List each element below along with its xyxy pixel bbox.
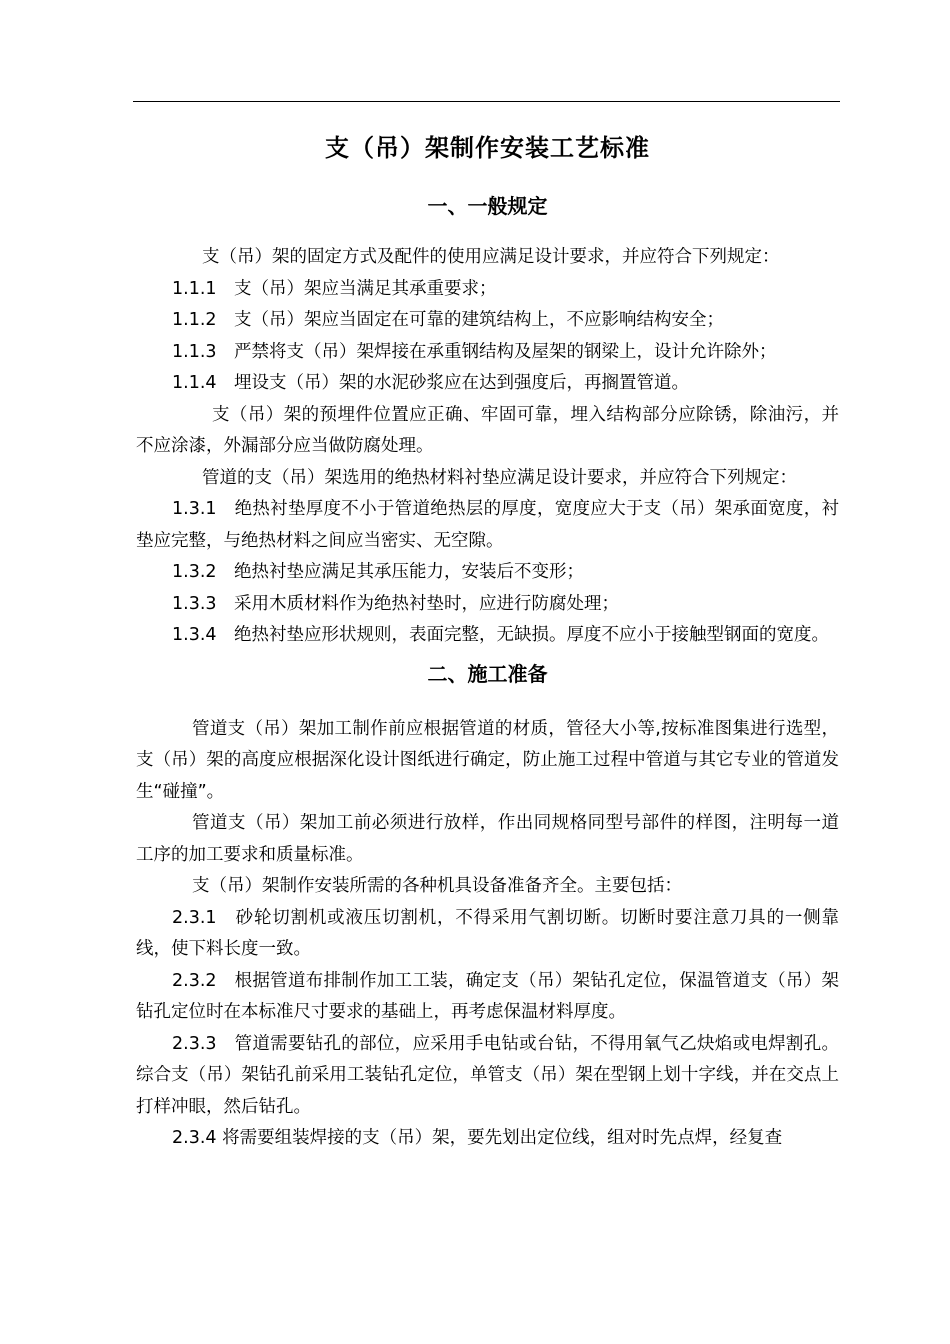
clause-item: 1.1.1 支（吊）架应当满足其承重要求； [172,278,497,299]
clause-item: 1.1.4 埋设支（吊）架的水泥砂浆应在达到强度后，再搁置管道。 [172,373,690,393]
paragraph: 管道支（吊）架加工制作前应根据管道的材质，管径大小等,按标准图集进行选型，支（吊）架的高度应根据深化设计图纸进行确定，防止施工过程中管道与其它专业的管道发生“碰撞”。 [136,718,839,802]
paragraph: 管道的支（吊）架选用的绝热材料衬垫应满足设计要求，并应符合下列规定： [202,467,797,488]
clause-item: 2.3.1 砂轮切割机或液压切割机，不得采用气割切断。切断时要注意刀具的一侧靠线，使下料长度一致。 [136,907,839,959]
clause-item: 1.1.3 严禁将支（吊）架焊接在承重钢结构及屋架的钢梁上，设计允许除外； [172,341,777,362]
document-page [136,126,839,1155]
clause-item: 1.3.4 绝热衬垫应形状规则，表面完整，无缺损。厚度不应小于接触型钢面的宽度。 [172,625,830,645]
clause-item: 2.3.3 管道需要钻孔的部位，应采用手电钻或台钻，不得用氧气乙炔焰或电焊割孔。综合支（吊）架钻孔前采用工装钻孔定位，单管支（吊）架在型钢上划十字线，并在交点上打样冲眼，然后钻孔。 [136,1033,839,1117]
clause-item: 2.3.2 根据管道布排制作加工工装，确定支（吊）架钻孔定位，保温管道支（吊）架钻孔定位时在本标准尺寸要求的基础上，再考虑保温材料厚度。 [136,970,839,1022]
paragraph: 支（吊）架制作安装所需的各种机具设备准备齐全。主要包括： [192,876,682,896]
document-title: 支（吊）架制作安装工艺标准 [325,133,650,162]
paragraph: 管道支（吊）架加工前必须进行放样，作出同规格同型号部件的样图，注明每一道工序的加工要求和质量标准。 [136,813,839,865]
section-heading-preparation: 二、施工准备 [427,661,548,686]
clause-item: 1.3.1 绝热衬垫厚度不小于管道绝热层的厚度，宽度应大于支（吊）架承面宽度，衬垫应完整，与绝热材料之间应当密实、无空隙。 [136,499,839,551]
clause-item: 1.3.3 采用木质材料作为绝热衬垫时，应进行防腐处理； [172,593,620,614]
header-rule [133,101,840,102]
paragraph: 支（吊）架的预埋件位置应正确、牢固可靠，埋入结构部分应除锈，除油污，并不应涂漆，外漏部分应当做防腐处理。 [136,404,839,456]
clause-item: 1.1.2 支（吊）架应当固定在可靠的建筑结构上，不应影响结构安全； [172,310,725,330]
clause-item: 2.3.4 将需要组装焊接的支（吊）架，要先划出定位线，组对时先点焊，经复查 [172,1128,783,1148]
paragraph: 支（吊）架的固定方式及配件的使用应满足设计要求，并应符合下列规定： [202,247,780,267]
clause-item: 1.3.2 绝热衬垫应满足其承压能力，安装后不变形； [172,562,585,582]
section-heading-general: 一、一般规定 [427,194,548,218]
